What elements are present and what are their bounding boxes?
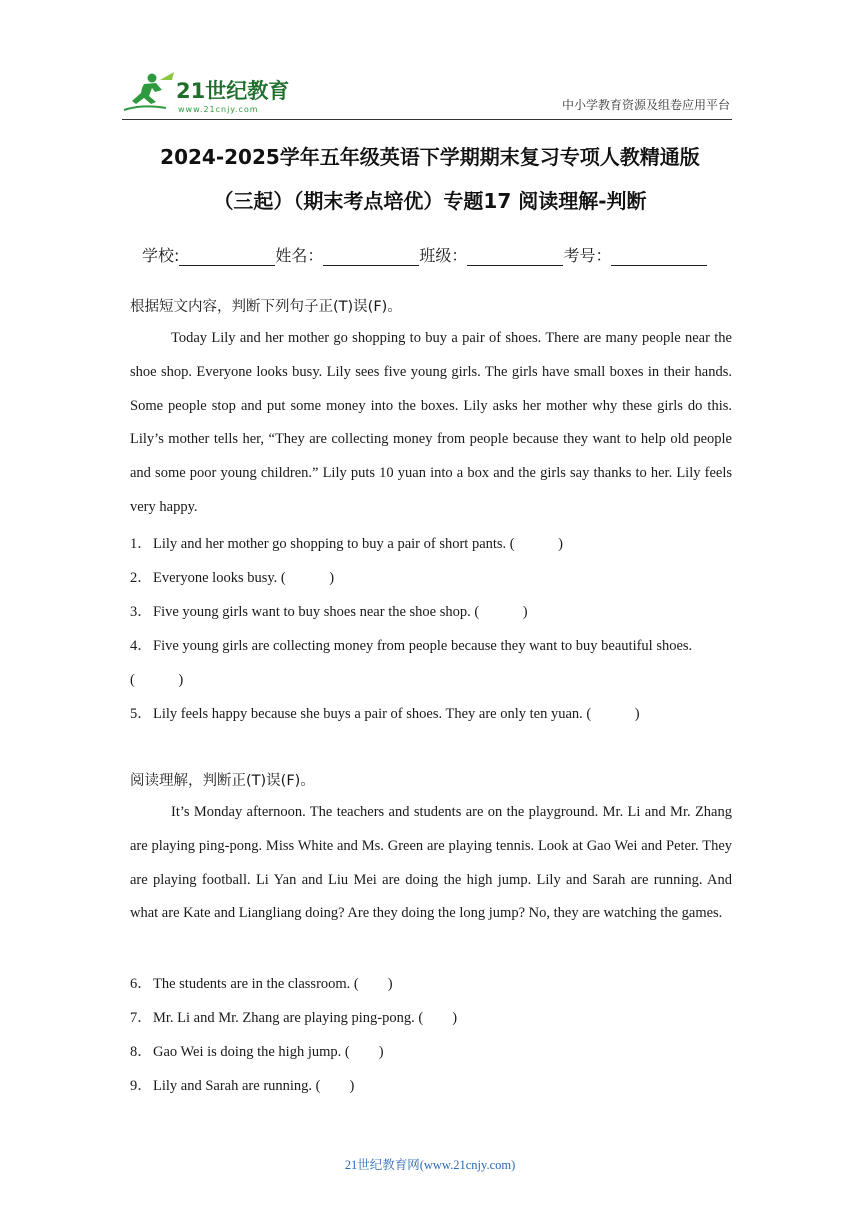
header-divider <box>122 119 732 120</box>
question-text: Mr. Li and Mr. Zhang are playing ping-pong. ( ) <box>153 1010 458 1026</box>
question-number: 1． <box>130 536 152 552</box>
school-label: 学校: <box>142 246 180 265</box>
exam-number-label: 考号： <box>563 246 612 265</box>
question-5 <box>130 702 640 723</box>
logo-url: www.21cnjy.com <box>178 105 259 114</box>
question-text: Everyone looks busy. ( ) <box>153 570 335 586</box>
question-text: The students are in the classroom. ( ) <box>153 976 393 992</box>
question-number: 7． <box>130 1010 152 1026</box>
section1-instruction: 根据短文内容，判断下列句子正(T)误(F)。 <box>130 299 402 315</box>
question-4-answer <box>130 668 183 689</box>
name-blank[interactable] <box>323 249 419 266</box>
question-number: 8． <box>130 1044 152 1060</box>
school-blank[interactable] <box>179 249 275 266</box>
name-label: 姓名： <box>275 246 324 265</box>
student-info-line <box>142 243 707 266</box>
page-title-line1: 2024-2025学年五年级英语下学期期末复习专项人教精通版 <box>160 145 700 169</box>
class-label: 班级： <box>419 246 468 265</box>
question-text: Lily feels happy because she buys a pair of shoes. They are only ten yuan. ( ) <box>153 706 640 722</box>
question-text: Lily and her mother go shopping to buy a pair of short pants. ( ) <box>153 536 563 552</box>
question-8 <box>130 1040 384 1061</box>
question-4 <box>130 634 692 655</box>
section1-passage: Today Lily and her mother go shopping to buy a pair of shoes. There are many people near the shoe shop. Everyone looks busy. Lily sees five young girls. The girls have small boxes in their hands. Some people stop and put some money into the boxes. Lily asks her mother why these girls do this. Lily’s mother tells her, “They are collecting money from people because they want to help old people and some poor young children.” Lily puts 10 yuan into a box and the girls say thanks to her. Lily feels very happy. <box>130 330 732 515</box>
page-footer[interactable]: 21世纪教育网(www.21cnjy.com) <box>344 1158 516 1172</box>
question-2 <box>130 566 334 587</box>
question-number: 2． <box>130 570 152 586</box>
section2-instruction: 阅读理解，判断正(T)误(F)。 <box>130 773 315 789</box>
question-7 <box>130 1006 457 1027</box>
question-text: Lily and Sarah are running. ( ) <box>153 1078 355 1094</box>
question-6 <box>130 972 393 993</box>
question-text: ( ) <box>130 672 184 688</box>
question-number: 9． <box>130 1078 152 1094</box>
question-number: 5． <box>130 706 152 722</box>
question-text: Gao Wei is doing the high jump. ( ) <box>153 1044 384 1060</box>
question-1 <box>130 532 563 553</box>
question-3 <box>130 600 528 621</box>
logo-text: 21世纪教育 <box>176 79 290 103</box>
question-number: 6． <box>130 976 152 992</box>
question-number: 4． <box>130 638 152 654</box>
platform-label: 中小学教育资源及组卷应用平台 <box>561 98 730 112</box>
runner-icon <box>124 72 174 110</box>
class-blank[interactable] <box>467 249 563 266</box>
question-text: Five young girls want to buy shoes near the shoe shop. ( ) <box>153 604 528 620</box>
page-title-line2: （三起）（期末考点培优）专题17 阅读理解-判断 <box>213 189 647 213</box>
site-logo <box>122 70 292 116</box>
question-9 <box>130 1074 354 1095</box>
exam-number-blank[interactable] <box>611 249 707 266</box>
question-number: 3． <box>130 604 152 620</box>
question-text: Five young girls are collecting money from people because they want to buy beautiful shoes. <box>153 638 693 654</box>
section2-passage: It’s Monday afternoon. The teachers and students are on the playground. Mr. Li and Mr. Zhang are playing ping-pong. Miss White and Ms. Green are playing tennis. Look at Gao Wei and Peter. They are playing football. Li Yan and Liu Mei are doing the high jump. Lily and Sarah are running. And what are Kate and Liangliang doing? Are they doing the long jump? No, they are watching the games. <box>130 804 732 922</box>
